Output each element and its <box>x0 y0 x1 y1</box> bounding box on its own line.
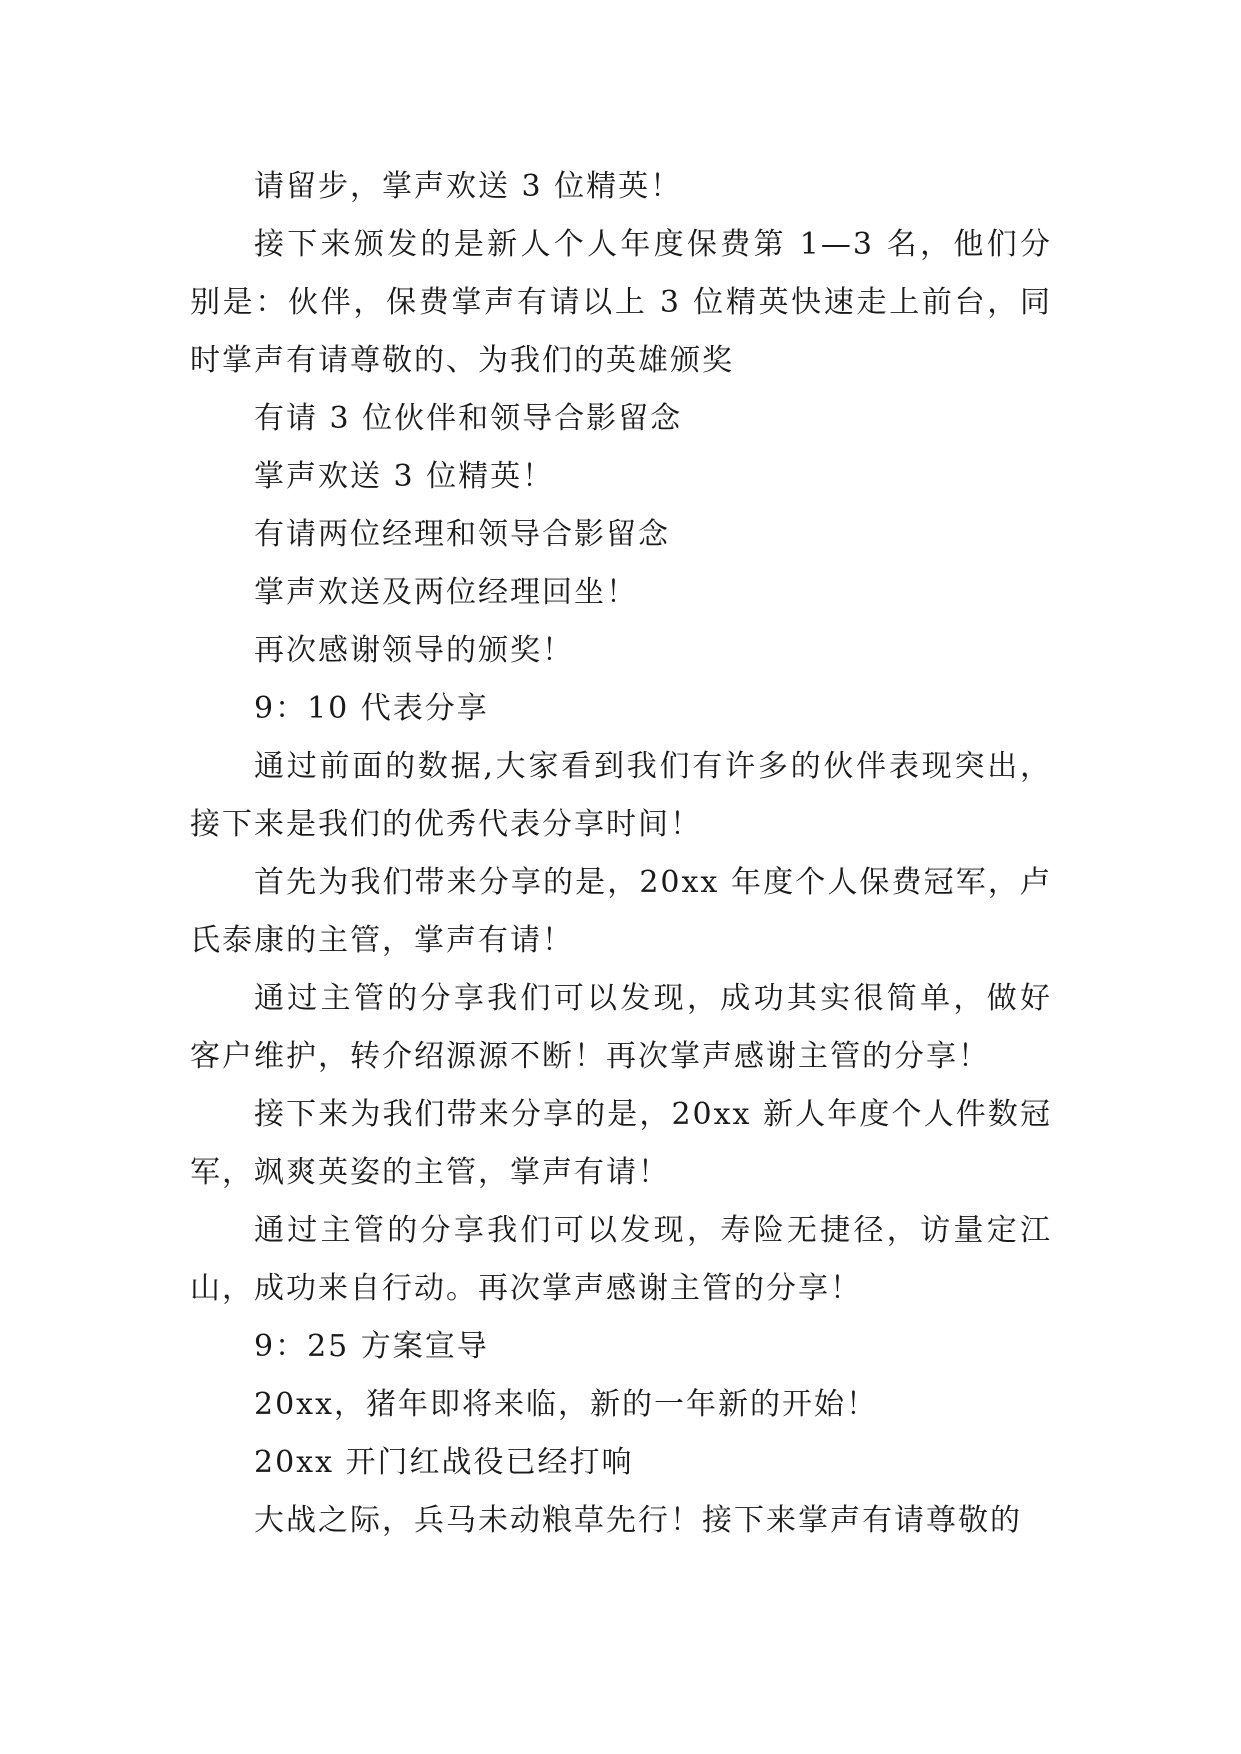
paragraph: 通过前面的数据,大家看到我们有许多的伙伴表现突出，接下来是我们的优秀代表分享时间！ <box>190 749 1052 842</box>
paragraph: 掌声欢送 3 位精英！ <box>254 459 555 494</box>
paragraph: 20xx 开门红战役已经打响 <box>254 1445 634 1480</box>
paragraph: 接下来为我们带来分享的是，20xx 新人年度个人件数冠军，飒爽英姿的主管，掌声有请！ <box>190 1097 1052 1190</box>
paragraph: 首先为我们带来分享的是，20xx 年度个人保费冠军，卢氏泰康的主管，掌声有请！ <box>190 865 1052 958</box>
section-heading: 9：10 代表分享 <box>254 691 489 726</box>
paragraph: 接下来颁发的是新人个人年度保费第 1—3 名，他们分别是：伙伴，保费掌声有请以上 3 位精英快速走上前台，同时掌声有请尊敬的、为我们的英雄颁奖 <box>190 227 1052 378</box>
paragraph: 掌声欢送及两位经理回坐！ <box>254 575 638 610</box>
paragraph: 20xx，猪年即将来临，新的一年新的开始！ <box>254 1387 879 1422</box>
document-body <box>190 158 1052 1550</box>
paragraph: 大战之际，兵马未动粮草先行！接下来掌声有请尊敬的 <box>254 1503 1022 1538</box>
paragraph: 再次感谢领导的颁奖！ <box>254 633 574 668</box>
paragraph: 请留步，掌声欢送 3 位精英！ <box>254 169 683 204</box>
paragraph: 通过主管的分享我们可以发现，成功其实很简单，做好客户维护，转介绍源源不断！再次掌声感谢主管的分享！ <box>190 981 1052 1074</box>
paragraph: 通过主管的分享我们可以发现，寿险无捷径，访量定江山，成功来自行动。再次掌声感谢主管的分享！ <box>190 1213 1052 1306</box>
section-heading: 9：25 方案宣导 <box>254 1329 489 1364</box>
paragraph: 有请 3 位伙伴和领导合影留念 <box>254 401 683 436</box>
paragraph: 有请两位经理和领导合影留念 <box>254 517 670 552</box>
